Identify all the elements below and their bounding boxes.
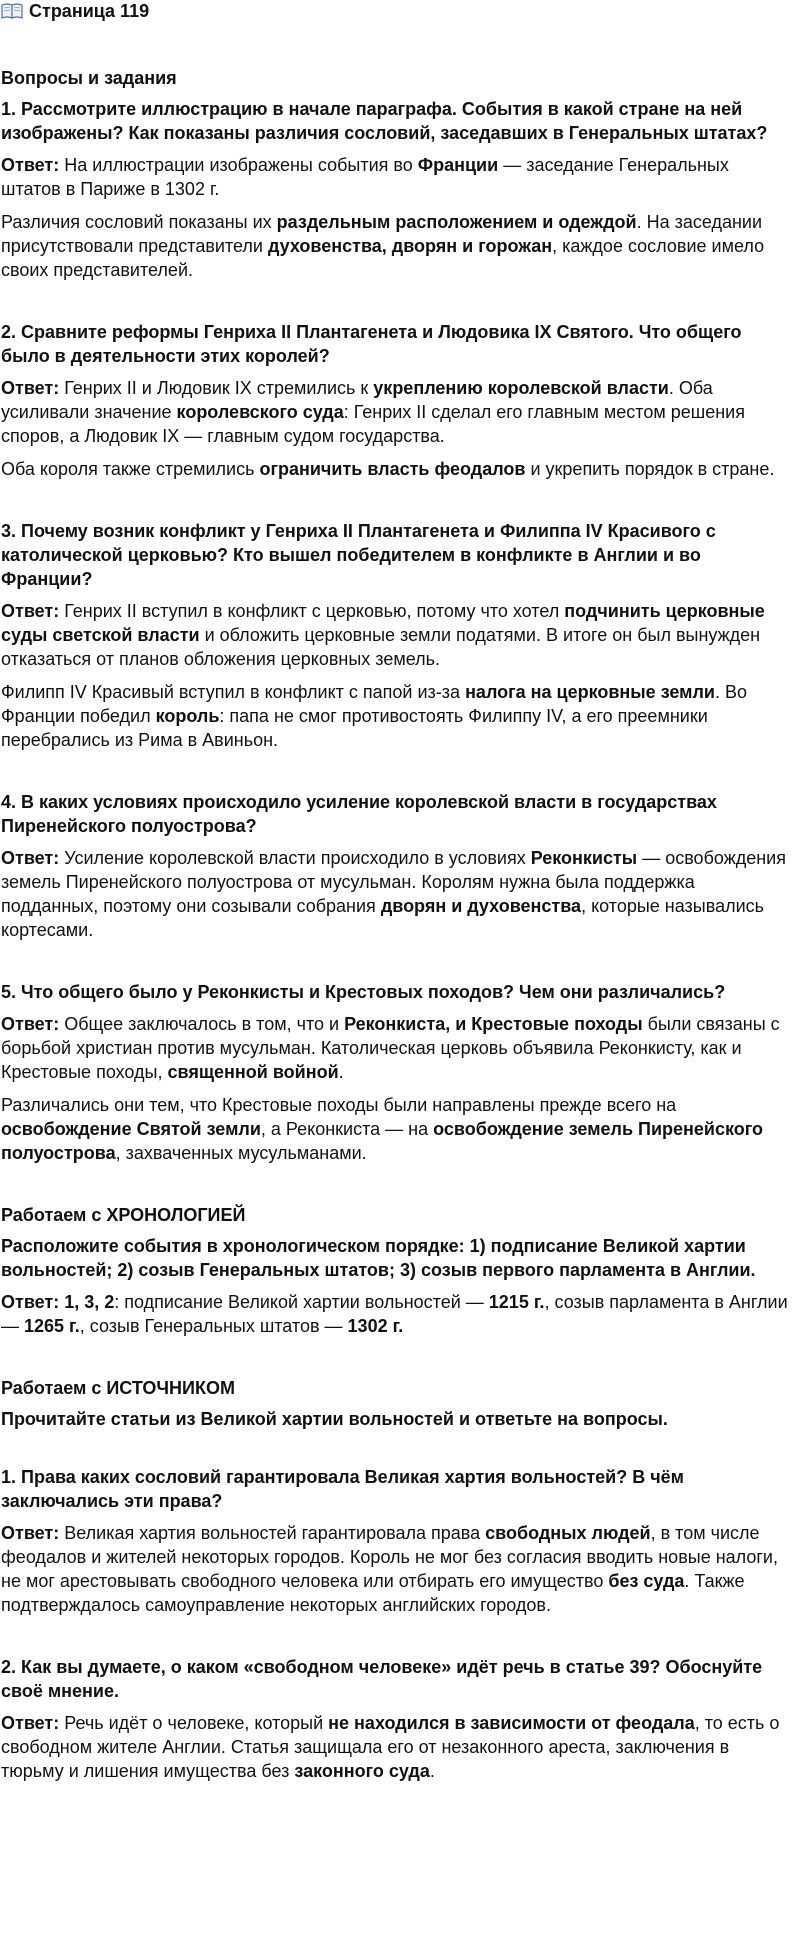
- emphasis-text: священной войной: [167, 1062, 339, 1082]
- question: 1. Рассмотрите иллюстрацию в начале параграфа. События в какой стране на ней изображены? Как показаны различия сословий, заседавших в Генеральных штатах?: [1, 99, 768, 143]
- answer-paragraph: [1, 153, 790, 201]
- section: [1, 1203, 790, 1338]
- emphasis-text: Ответ:: [1, 378, 60, 398]
- text-run: . Оба усиливали значение: [1, 378, 713, 422]
- answer-paragraph: [1, 210, 790, 282]
- question: 3. Почему возник конфликт у Генриха II Плантагенета и Филиппа IV Красивого с католической церковью? Кто вышел победителем в конфликте в Англии и во Франции?: [1, 521, 716, 589]
- emphasis-text: без суда: [608, 1571, 685, 1591]
- emphasis-text: Ответ:: [1, 1014, 60, 1034]
- answer-paragraph: [1, 599, 790, 671]
- text-run: , то есть о свободном жителе Англии. Статья защищала его от незаконного ареста, заключения в тюрьму и лишения имущества без: [1, 1713, 780, 1781]
- answer-paragraph: [1, 1290, 790, 1338]
- answer-paragraph: [1, 1521, 790, 1617]
- text-run: Различия сословий показаны их: [1, 212, 277, 232]
- text-run: : папа не смог противостоять Филиппу IV, а его преемники перебрались из Рима в Авиньон.: [1, 706, 708, 750]
- qa-block: [1, 519, 790, 752]
- qa-block: [1, 1655, 790, 1783]
- answer-paragraph: [1, 457, 790, 481]
- emphasis-text: Реконкисты: [530, 848, 638, 868]
- question: Прочитайте статьи из Великой хартии вольностей и ответьте на вопросы.: [1, 1409, 668, 1429]
- answer-paragraph: [1, 376, 790, 448]
- text-run: На иллюстрации изображены события во: [59, 155, 418, 175]
- text-run: Филипп IV Красивый вступил в конфликт с папой из-за: [1, 682, 466, 702]
- text-run: Великая хартия вольностей гарантировала права: [59, 1523, 486, 1543]
- text-run: были связаны с борьбой христиан против мусульман. Католическая церковь объявила Реконкисту, как и Крестовые походы,: [1, 1014, 780, 1082]
- emphasis-text: духовенства, дворян и горожан: [267, 236, 553, 256]
- text-run: , которые назывались кортесами.: [1, 896, 765, 940]
- text-run: Общее заключалось в том, что и: [59, 1014, 345, 1034]
- emphasis-text: подчинить церковные суды светской власти: [1, 601, 765, 645]
- text-run: Усиление королевской власти происходило в условиях: [59, 848, 531, 868]
- text-run: .: [429, 1761, 435, 1781]
- emphasis-text: Реконкиста, и Крестовые походы: [344, 1014, 643, 1034]
- qa-block: [1, 1407, 790, 1431]
- qa-block: [1, 790, 790, 942]
- section: [1, 66, 790, 1165]
- text-run: . На заседании присутствовали представители: [1, 212, 763, 256]
- emphasis-text: 1215 г.: [488, 1292, 545, 1312]
- emphasis-text: Ответ:: [1, 1523, 60, 1543]
- text-run: . Также подтверждалось самоуправление некоторых английских городов.: [1, 1571, 745, 1615]
- content: [1, 66, 790, 1783]
- text-run: и укрепить порядок в стране.: [525, 459, 775, 479]
- text-run: Генрих II вступил в конфликт с церковью, потому что хотел: [59, 601, 565, 621]
- emphasis-text: раздельным расположением и одеждой: [276, 212, 637, 232]
- emphasis-text: Ответ:: [1, 848, 60, 868]
- question: 1. Права каких сословий гарантировала Великая хартия вольностей? В чём заключались эти права?: [1, 1467, 684, 1511]
- book-icon: [1, 2, 23, 20]
- emphasis-text: Ответ:: [1, 1713, 60, 1733]
- section-title: Вопросы и задания: [1, 68, 177, 88]
- emphasis-text: дворян и духовенства: [380, 896, 582, 916]
- emphasis-text: не находился в зависимости от феодала: [328, 1713, 695, 1733]
- question: Расположите события в хронологическом порядке: 1) подписание Великой хартии вольностей; 2) созыв Генеральных штатов; 3) созыв первого парламента в Англии.: [1, 1236, 756, 1280]
- emphasis-text: Ответ:: [1, 155, 60, 175]
- page-title: Страница 119: [29, 1, 150, 21]
- answer-paragraph: [1, 1012, 790, 1084]
- emphasis-text: 1265 г.: [24, 1316, 80, 1336]
- emphasis-text: освобождение земель Пиренейского полуострова: [1, 1119, 764, 1163]
- emphasis-text: королевского суда: [176, 402, 344, 422]
- emphasis-text: король: [155, 706, 220, 726]
- text-run: Речь идёт о человеке, который: [59, 1713, 329, 1733]
- question: 5. Что общего было у Реконкисты и Крестовых походов? Чем они различались?: [1, 982, 726, 1002]
- question: 4. В каких условиях происходило усиление королевской власти в государствах Пиренейского полуострова?: [1, 792, 717, 836]
- emphasis-text: 1302 г.: [347, 1316, 404, 1336]
- text-run: и обложить церковные земли податями. В итоге он был вынужден отказаться от планов обложения церковных земель.: [1, 625, 761, 669]
- emphasis-text: Ответ:: [1, 601, 60, 621]
- emphasis-text: ограничить власть феодалов: [259, 459, 526, 479]
- text-run: — заседание Генеральных штатов в Париже в 1302 г.: [1, 155, 729, 199]
- text-run: — освобождения земель Пиренейского полуострова от мусульман. Королям нужна была поддержка подданных, поэтому они созывали собрания: [1, 848, 786, 916]
- qa-block: [1, 1465, 790, 1617]
- answer-paragraph: [1, 1711, 790, 1783]
- qa-block: [1, 980, 790, 1165]
- question: 2. Как вы думаете, о каком «свободном человеке» идёт речь в статье 39? Обоснуйте своё мнение.: [1, 1657, 763, 1701]
- text-run: , в том числе феодалов и жителей некоторых городов. Король не мог без согласия вводить новые налоги, не мог арестовывать свободного человека или отбирать его имущество: [1, 1523, 778, 1591]
- emphasis-text: Ответ: 1, 3, 2: [1, 1292, 115, 1312]
- text-run: , каждое сословие имело своих представителей.: [1, 236, 765, 280]
- qa-block: [1, 1234, 790, 1338]
- text-run: : Генрих II сделал его главным местом решения споров, а Людовик IX — главным судом государства.: [1, 402, 745, 446]
- emphasis-text: свободных людей: [485, 1523, 651, 1543]
- qa-block: [1, 320, 790, 481]
- text-run: , а Реконкиста — на: [260, 1119, 434, 1139]
- qa-block: [1, 97, 790, 282]
- text-run: , захваченных мусульманами.: [115, 1143, 367, 1163]
- page-header: [1, 0, 790, 22]
- question: 2. Сравните реформы Генриха II Плантагенета и Людовика IX Святого. Что общего было в деятельности этих королей?: [1, 322, 742, 366]
- section: [1, 1376, 790, 1783]
- answer-paragraph: [1, 1093, 790, 1165]
- section-title: Работаем с ХРОНОЛОГИЕЙ: [1, 1205, 246, 1225]
- text-run: .: [338, 1062, 344, 1082]
- answer-paragraph: [1, 846, 790, 942]
- emphasis-text: налога на церковные земли: [465, 682, 715, 702]
- emphasis-text: укреплению королевской власти: [373, 378, 669, 398]
- emphasis-text: освобождение Святой земли: [1, 1119, 261, 1139]
- text-run: , созыв парламента в Англии —: [1, 1292, 788, 1336]
- text-run: , созыв Генеральных штатов —: [79, 1316, 348, 1336]
- text-run: . Во Франции победил: [1, 682, 748, 726]
- answer-paragraph: [1, 680, 790, 752]
- text-run: Оба короля также стремились: [1, 459, 260, 479]
- section-title: Работаем с ИСТОЧНИКОМ: [1, 1378, 235, 1398]
- text-run: Генрих II и Людовик IX стремились к: [59, 378, 374, 398]
- emphasis-text: Франции: [417, 155, 499, 175]
- text-run: : подписание Великой хартии вольностей —: [114, 1292, 489, 1312]
- emphasis-text: законного суда: [294, 1761, 430, 1781]
- text-run: Различались они тем, что Крестовые походы были направлены прежде всего на: [1, 1095, 677, 1115]
